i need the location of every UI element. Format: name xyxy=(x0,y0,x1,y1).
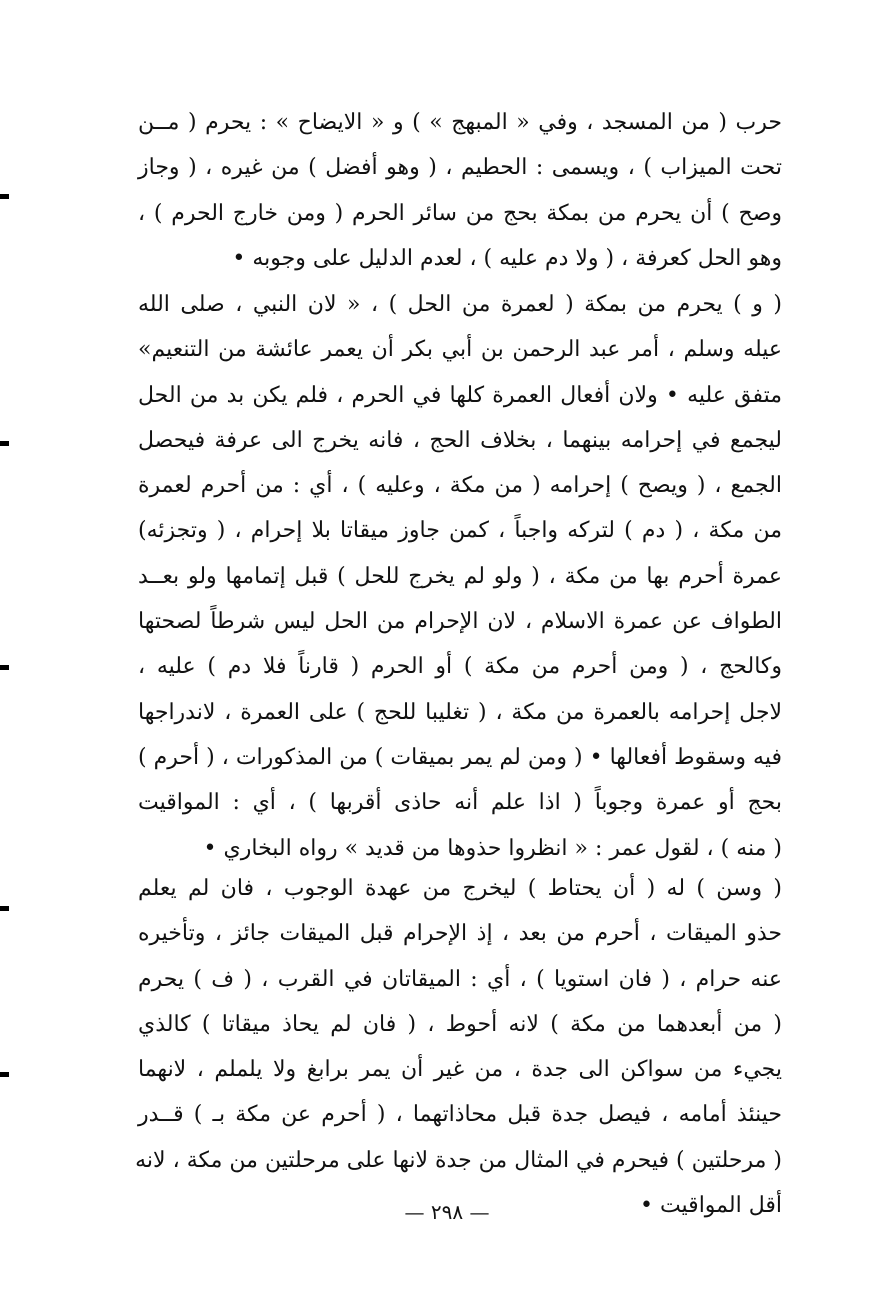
text-line: وصح ) أن يحرم من بمكة بحج من سائر الحرم ( ومن خارج الحرم ) ، xyxy=(138,200,782,226)
text-line: بحج أو عمرة وجوباً ( اذا علم أنه حاذى أقربها ) ، أي : المواقيت xyxy=(138,790,782,816)
text-line: حرب ( من المسجد ، وفي « المبهج » ) و « الايضاح » : يحرم ( مــن xyxy=(138,110,782,135)
text-line: وهو الحل كعرفة ، ( ولا دم عليه ) ، لعدم الدليل على وجوبه • xyxy=(232,245,782,271)
text-line: عنه حرام ، ( فان استويا ) ، أي : الميقاتان في القرب ، ( ف ) يحرم xyxy=(138,966,782,992)
page-number: — ٢٩٨ — xyxy=(404,1200,490,1224)
text-line: ( و ) يحرم من بمكة ( لعمرة من الحل ) ، « لان النبي ، صلى الله xyxy=(138,292,782,317)
margin-mark xyxy=(0,1072,9,1077)
text-line: متفق عليه • ولان أفعال العمرة كلها في الحرم ، فلم يكن بد من الحل xyxy=(138,382,782,408)
text-line: أقل المواقيت • xyxy=(639,1193,782,1219)
paragraph-3 xyxy=(135,866,782,1228)
margin-mark xyxy=(0,665,9,670)
text-line: ( مرحلتين ) فيحرم في المثال من جدة لانها على مرحلتين من مكة ، لانه xyxy=(135,1147,782,1173)
paragraph-2 xyxy=(138,282,782,871)
text-line: من مكة ، ( دم ) لتركه واجباً ، كمن جاوز ميقاتا بلا إحرام ، ( وتجزئه) xyxy=(138,518,782,544)
text-line: حينئذ أمامه ، فيصل جدة قبل محاذاتهما ، ( أحرم عن مكة بـ ) قــدر xyxy=(138,1102,782,1128)
margin-mark xyxy=(0,194,9,199)
text-line: ( من أبعدهما من مكة ) لانه أحوط ، ( فان لم يحاذ ميقاتا ) كالذي xyxy=(138,1011,782,1037)
text-line: الطواف عن عمرة الاسلام ، لان الإحرام من الحل ليس شرطاً لصحتها xyxy=(138,609,782,635)
text-line: ليجمع في إحرامه بينهما ، بخلاف الحج ، فانه يخرج الى عرفة فيحصل xyxy=(138,427,782,453)
text-line: فيه وسقوط أفعالها • ( ومن لم يمر بميقات ) من المذكورات ، ( أحرم ) xyxy=(138,744,782,770)
text-line: لاجل إحرامه بالعمرة من مكة ، ( تغليبا للحج ) على العمرة ، لاندراجها xyxy=(138,699,782,725)
text-line: الجمع ، ( ويصح ) إحرامه ( من مكة ، وعليه ) ، أي : من أحرم لعمرة xyxy=(138,473,782,499)
text-line: ( منه ) ، لقول عمر : « انظروا حذوها من قديد » رواه البخاري • xyxy=(203,835,782,861)
text-line: حذو الميقات ، أحرم من بعد ، إذ الإحرام قبل الميقات جائز ، وتأخيره xyxy=(138,921,782,947)
text-line: يجيء من سواكن الى جدة ، من غير أن يمر برابغ ولا يلملم ، لانهما xyxy=(138,1057,782,1083)
text-line: عمرة أحرم بها من مكة ، ( ولو لم يخرج للحل ) قبل إتمامها ولو بعــد xyxy=(138,563,782,589)
margin-mark xyxy=(0,441,9,446)
text-line: ( وسن ) له ( أن يحتاط ) ليخرج من عهدة الوجوب ، فان لم يعلم xyxy=(138,876,782,901)
text-line: تحت الميزاب ) ، ويسمى : الحطيم ، ( وهو أفضل ) من غيره ، ( وجاز xyxy=(138,155,782,181)
text-line: وكالحج ، ( ومن أحرم من مكة ) أو الحرم ( قارناً فلا دم ) عليه ، xyxy=(138,654,782,680)
text-line: عيله وسلم ، أمر عبد الرحمن بن أبي بكر أن يعمر عائشة من التنعيم» xyxy=(138,337,782,363)
paragraph-1 xyxy=(138,100,782,281)
margin-mark xyxy=(0,906,9,911)
